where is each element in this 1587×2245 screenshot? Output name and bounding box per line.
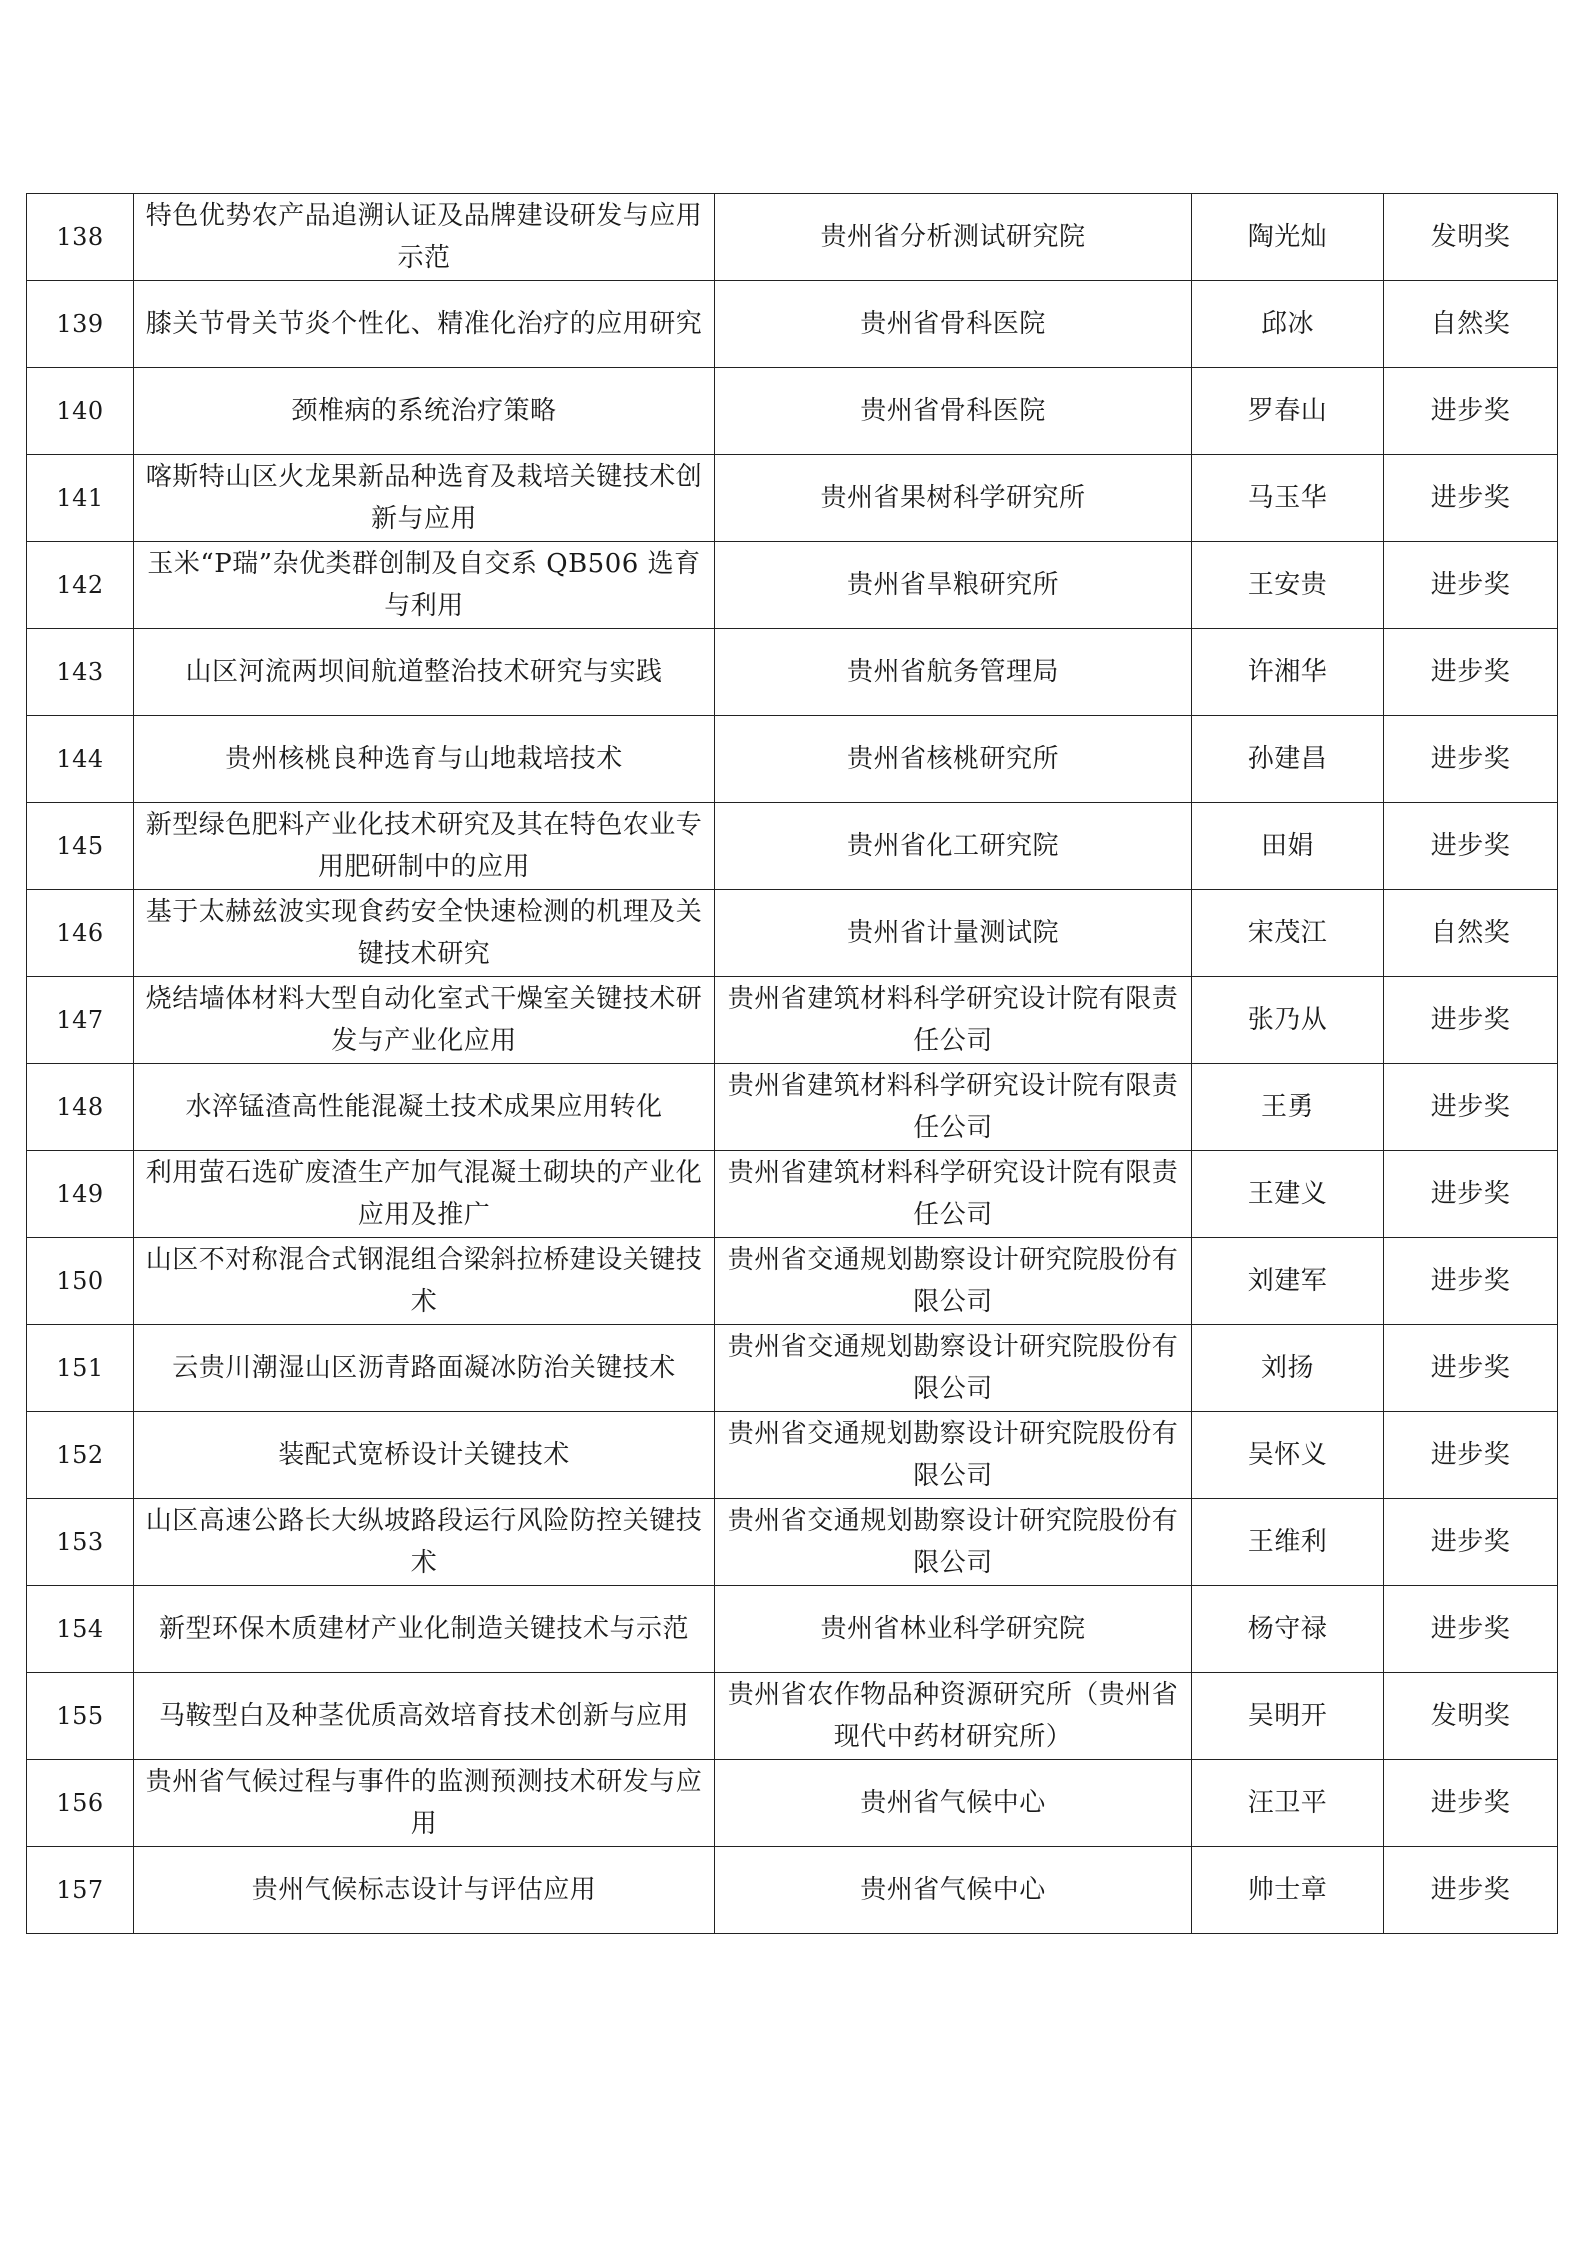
- row-number-cell: 145: [27, 803, 134, 890]
- person-name-cell: 吴怀义: [1192, 1412, 1384, 1499]
- row-number-cell: 138: [27, 194, 134, 281]
- project-name-cell: 特色优势农产品追溯认证及品牌建设研发与应用示范: [134, 194, 715, 281]
- award-type-cell: 进步奖: [1384, 1238, 1558, 1325]
- project-name-cell: 水淬锰渣高性能混凝土技术成果应用转化: [134, 1064, 715, 1151]
- table-row: [27, 1412, 1558, 1499]
- table-row: [27, 977, 1558, 1064]
- person-name-cell: 王建义: [1192, 1151, 1384, 1238]
- award-type-cell: 进步奖: [1384, 629, 1558, 716]
- project-name-cell: 新型环保木质建材产业化制造关键技术与示范: [134, 1586, 715, 1673]
- project-name-cell: 贵州气候标志设计与评估应用: [134, 1847, 715, 1934]
- project-name-cell: 颈椎病的系统治疗策略: [134, 368, 715, 455]
- project-name-cell: 利用萤石选矿废渣生产加气混凝土砌块的产业化应用及推广: [134, 1151, 715, 1238]
- award-type-cell: 进步奖: [1384, 1760, 1558, 1847]
- project-name-cell: 贵州省气候过程与事件的监测预测技术研发与应用: [134, 1760, 715, 1847]
- organization-cell: 贵州省骨科医院: [715, 281, 1192, 368]
- table-row: [27, 1325, 1558, 1412]
- table-row: [27, 1586, 1558, 1673]
- awards-table: [26, 193, 1558, 1934]
- organization-cell: 贵州省航务管理局: [715, 629, 1192, 716]
- project-name-cell: 山区不对称混合式钢混组合梁斜拉桥建设关键技术: [134, 1238, 715, 1325]
- project-name-cell: 膝关节骨关节炎个性化、精准化治疗的应用研究: [134, 281, 715, 368]
- person-name-cell: 杨守禄: [1192, 1586, 1384, 1673]
- person-name-cell: 王安贵: [1192, 542, 1384, 629]
- award-type-cell: 自然奖: [1384, 281, 1558, 368]
- row-number-cell: 141: [27, 455, 134, 542]
- table-row: [27, 194, 1558, 281]
- table-row: [27, 1673, 1558, 1760]
- row-number-cell: 152: [27, 1412, 134, 1499]
- table-row: [27, 1064, 1558, 1151]
- award-type-cell: 进步奖: [1384, 455, 1558, 542]
- award-type-cell: 进步奖: [1384, 977, 1558, 1064]
- organization-cell: 贵州省计量测试院: [715, 890, 1192, 977]
- project-name-cell: 山区高速公路长大纵坡路段运行风险防控关键技术: [134, 1499, 715, 1586]
- row-number-cell: 146: [27, 890, 134, 977]
- organization-cell: 贵州省交通规划勘察设计研究院股份有限公司: [715, 1238, 1192, 1325]
- person-name-cell: 陶光灿: [1192, 194, 1384, 281]
- organization-cell: 贵州省骨科医院: [715, 368, 1192, 455]
- award-type-cell: 进步奖: [1384, 1586, 1558, 1673]
- person-name-cell: 邱冰: [1192, 281, 1384, 368]
- organization-cell: 贵州省农作物品种资源研究所（贵州省现代中药材研究所）: [715, 1673, 1192, 1760]
- row-number-cell: 155: [27, 1673, 134, 1760]
- row-number-cell: 151: [27, 1325, 134, 1412]
- award-type-cell: 进步奖: [1384, 1499, 1558, 1586]
- person-name-cell: 许湘华: [1192, 629, 1384, 716]
- organization-cell: 贵州省化工研究院: [715, 803, 1192, 890]
- table-row: [27, 1499, 1558, 1586]
- person-name-cell: 宋茂江: [1192, 890, 1384, 977]
- organization-cell: 贵州省分析测试研究院: [715, 194, 1192, 281]
- row-number-cell: 148: [27, 1064, 134, 1151]
- row-number-cell: 150: [27, 1238, 134, 1325]
- table-row: [27, 1760, 1558, 1847]
- award-type-cell: 进步奖: [1384, 1325, 1558, 1412]
- project-name-cell: 新型绿色肥料产业化技术研究及其在特色农业专用肥研制中的应用: [134, 803, 715, 890]
- person-name-cell: 马玉华: [1192, 455, 1384, 542]
- person-name-cell: 汪卫平: [1192, 1760, 1384, 1847]
- award-type-cell: 进步奖: [1384, 1412, 1558, 1499]
- award-type-cell: 进步奖: [1384, 716, 1558, 803]
- table-row: [27, 803, 1558, 890]
- organization-cell: 贵州省林业科学研究院: [715, 1586, 1192, 1673]
- project-name-cell: 装配式宽桥设计关键技术: [134, 1412, 715, 1499]
- table-row: [27, 1151, 1558, 1238]
- person-name-cell: 王勇: [1192, 1064, 1384, 1151]
- award-type-cell: 进步奖: [1384, 803, 1558, 890]
- project-name-cell: 烧结墙体材料大型自动化室式干燥室关键技术研发与产业化应用: [134, 977, 715, 1064]
- organization-cell: 贵州省核桃研究所: [715, 716, 1192, 803]
- table-row: [27, 368, 1558, 455]
- project-name-cell: 云贵川潮湿山区沥青路面凝冰防治关键技术: [134, 1325, 715, 1412]
- organization-cell: 贵州省建筑材料科学研究设计院有限责任公司: [715, 1064, 1192, 1151]
- organization-cell: 贵州省建筑材料科学研究设计院有限责任公司: [715, 1151, 1192, 1238]
- table-row: [27, 716, 1558, 803]
- row-number-cell: 156: [27, 1760, 134, 1847]
- award-type-cell: 进步奖: [1384, 542, 1558, 629]
- person-name-cell: 刘扬: [1192, 1325, 1384, 1412]
- row-number-cell: 154: [27, 1586, 134, 1673]
- table-row: [27, 629, 1558, 716]
- person-name-cell: 孙建昌: [1192, 716, 1384, 803]
- project-name-cell: 马鞍型白及种茎优质高效培育技术创新与应用: [134, 1673, 715, 1760]
- project-name-cell: 玉米“P瑞”杂优类群创制及自交系 QB506 选育与利用: [134, 542, 715, 629]
- person-name-cell: 吴明开: [1192, 1673, 1384, 1760]
- awards-table-body: [27, 194, 1558, 1934]
- person-name-cell: 张乃从: [1192, 977, 1384, 1064]
- row-number-cell: 139: [27, 281, 134, 368]
- award-type-cell: 自然奖: [1384, 890, 1558, 977]
- project-name-cell: 贵州核桃良种选育与山地栽培技术: [134, 716, 715, 803]
- organization-cell: 贵州省气候中心: [715, 1847, 1192, 1934]
- row-number-cell: 153: [27, 1499, 134, 1586]
- row-number-cell: 142: [27, 542, 134, 629]
- organization-cell: 贵州省建筑材料科学研究设计院有限责任公司: [715, 977, 1192, 1064]
- row-number-cell: 149: [27, 1151, 134, 1238]
- table-row: [27, 1238, 1558, 1325]
- organization-cell: 贵州省交通规划勘察设计研究院股份有限公司: [715, 1412, 1192, 1499]
- person-name-cell: 刘建军: [1192, 1238, 1384, 1325]
- person-name-cell: 罗春山: [1192, 368, 1384, 455]
- project-name-cell: 山区河流两坝间航道整治技术研究与实践: [134, 629, 715, 716]
- row-number-cell: 140: [27, 368, 134, 455]
- award-type-cell: 进步奖: [1384, 1151, 1558, 1238]
- project-name-cell: 基于太赫兹波实现食药安全快速检测的机理及关键技术研究: [134, 890, 715, 977]
- award-type-cell: 进步奖: [1384, 1064, 1558, 1151]
- row-number-cell: 157: [27, 1847, 134, 1934]
- award-type-cell: 进步奖: [1384, 368, 1558, 455]
- project-name-cell: 喀斯特山区火龙果新品种选育及栽培关键技术创新与应用: [134, 455, 715, 542]
- person-name-cell: 王维利: [1192, 1499, 1384, 1586]
- table-row: [27, 281, 1558, 368]
- table-row: [27, 1847, 1558, 1934]
- organization-cell: 贵州省旱粮研究所: [715, 542, 1192, 629]
- table-row: [27, 542, 1558, 629]
- table-row: [27, 455, 1558, 542]
- person-name-cell: 田娟: [1192, 803, 1384, 890]
- organization-cell: 贵州省果树科学研究所: [715, 455, 1192, 542]
- award-type-cell: 发明奖: [1384, 1673, 1558, 1760]
- organization-cell: 贵州省交通规划勘察设计研究院股份有限公司: [715, 1325, 1192, 1412]
- organization-cell: 贵州省气候中心: [715, 1760, 1192, 1847]
- award-type-cell: 发明奖: [1384, 194, 1558, 281]
- organization-cell: 贵州省交通规划勘察设计研究院股份有限公司: [715, 1499, 1192, 1586]
- row-number-cell: 143: [27, 629, 134, 716]
- table-row: [27, 890, 1558, 977]
- row-number-cell: 144: [27, 716, 134, 803]
- award-type-cell: 进步奖: [1384, 1847, 1558, 1934]
- person-name-cell: 帅士章: [1192, 1847, 1384, 1934]
- row-number-cell: 147: [27, 977, 134, 1064]
